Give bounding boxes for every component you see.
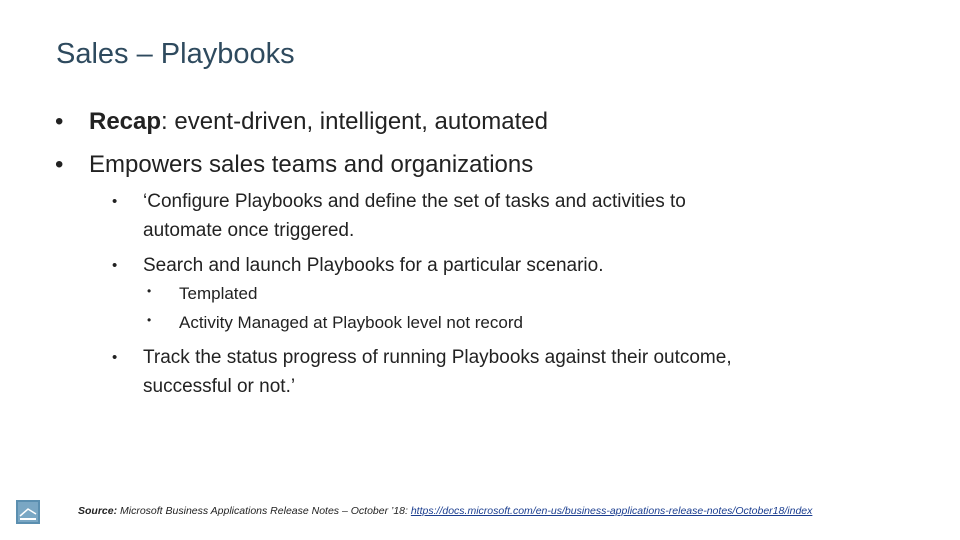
sub-sub-bullet-activity: Activity Managed at Playbook level not record xyxy=(179,313,523,332)
sub-bullet-search: Search and launch Playbooks for a particular scenario. xyxy=(143,255,604,276)
sub-sub-bullet-templated: Templated xyxy=(179,284,258,303)
source-text: Microsoft Business Applications Release Notes – October ’18: xyxy=(117,505,411,517)
bullet-dot: • xyxy=(55,108,64,135)
source-label: Source: xyxy=(78,505,118,517)
sub-bullet-track xyxy=(143,343,732,401)
bullet-dot: • xyxy=(147,284,152,298)
bullet-recap xyxy=(89,108,548,136)
source-link[interactable]: https://docs.microsoft.com/en-us/business-applications-release-notes/October18/index xyxy=(410,505,813,517)
sub-bullet-line: successful or not.’ xyxy=(143,376,296,397)
slide-title: Sales – Playbooks xyxy=(56,38,295,70)
sub-bullet-line: automate once triggered. xyxy=(143,220,355,241)
recap-text: : event-driven, intelligent, automated xyxy=(161,108,548,135)
sub-bullet-line: ‘Configure Playbooks and define the set of tasks and activities to xyxy=(143,191,686,212)
bullet-empowers: Empowers sales teams and organizations xyxy=(89,151,534,178)
company-logo-icon xyxy=(16,500,40,524)
bullet-dot: • xyxy=(112,349,118,366)
sub-bullet-line: Track the status progress of running Playbooks against their outcome, xyxy=(143,347,732,368)
bullet-dot: • xyxy=(112,257,118,274)
bullet-dot: • xyxy=(112,193,118,210)
source-footer xyxy=(78,505,812,517)
recap-label: Recap xyxy=(89,108,162,135)
bullet-dot: • xyxy=(55,151,64,178)
bullet-dot: • xyxy=(147,313,152,327)
sub-bullet-configure xyxy=(143,187,686,245)
